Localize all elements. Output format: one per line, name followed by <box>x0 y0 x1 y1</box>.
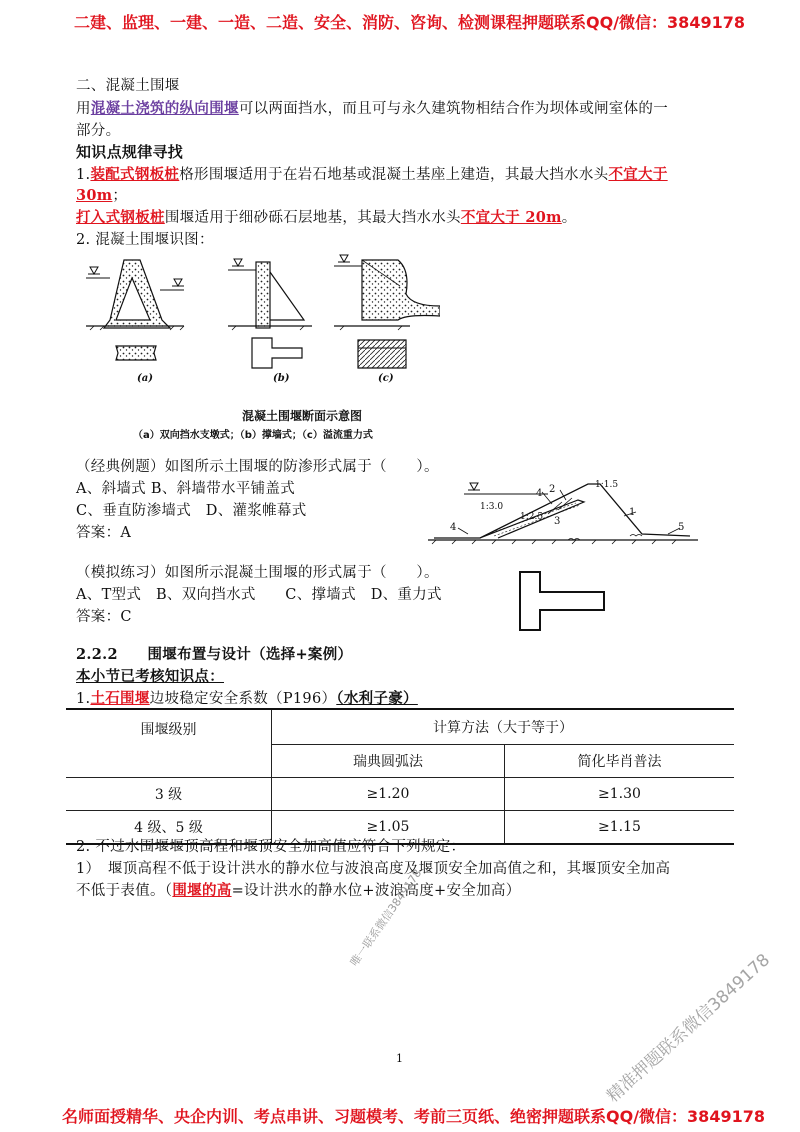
point-1b-end: 。 <box>561 210 577 226</box>
example-options-1: A、斜墙式 B、斜墙带水平铺盖式 <box>76 481 296 497</box>
header-level: 围堰级别 <box>66 709 272 778</box>
intro-line-2: 部分。 <box>76 123 121 139</box>
item-1-term: 土石围堰 <box>90 690 150 707</box>
label-b: (b) <box>273 373 290 384</box>
section2-title: 2.2.2 围堰布置与设计（选择+案例） <box>76 646 353 663</box>
intro-line-1 <box>76 97 668 118</box>
levee-number-4-top: 4 <box>536 488 543 499</box>
top-banner: 二建、监理、一建、一造、二造、安全、消防、咨询、检测课程押题联系QQ/微信：3849178 <box>74 13 745 32</box>
levee-number-4-left: 4 <box>450 522 457 533</box>
t-shape-figure <box>514 568 610 634</box>
point-1b-limit: 不宜大于 20m <box>460 209 562 226</box>
figure-subcaption: （a）双向挡水支墩式；（b）撑墙式；（c）溢流重力式 <box>133 430 373 441</box>
example-options-2: C、垂直防渗墙式 D、灌浆帷幕式 <box>76 503 307 519</box>
bottom-banner: 名师面授精华、央企内训、考点串讲、习题模考、考前三页纸、绝密押题联系QQ/微信：3849178 <box>62 1107 765 1126</box>
label-c: (c) <box>378 373 394 384</box>
page-number: 1 <box>396 1052 403 1065</box>
point-1-term: 装配式钢板桩 <box>90 166 180 183</box>
section-title: 二、混凝土围堰 <box>76 78 180 94</box>
practice-question: （模拟练习）如图所示混凝土围堰的形式属于（ ）。 <box>76 565 439 581</box>
item-2-2 <box>76 879 521 900</box>
header-bishop: 简化毕肖普法 <box>505 745 735 778</box>
cofferdam-sections-figure <box>80 250 440 390</box>
earth-cofferdam-figure <box>428 476 702 548</box>
levee-number-2: 2 <box>549 484 556 495</box>
point-1-limit: 不宜大于 <box>608 166 668 183</box>
row-bishop: ≥1.15 <box>505 811 735 845</box>
section-c-drawing <box>334 255 440 368</box>
point-1b-text: 围堰适用于细砂砾石层地基，其最大挡水水头 <box>164 210 461 226</box>
safety-factor-table <box>66 708 734 845</box>
row-swedish: ≥1.20 <box>272 778 505 811</box>
item-2: 2. 不过水围堰堰顶高程和堰顶安全加高值应符合下列规定： <box>76 839 466 855</box>
row-level: 3 级 <box>66 778 272 811</box>
item-1-text: 边坡稳定安全系数（P196） <box>149 691 337 707</box>
section-b-drawing <box>228 259 312 368</box>
point-1-num: 1. <box>76 167 91 183</box>
point-1-cont <box>76 184 127 205</box>
item-2-2-rest: =设计洪水的静水位+波浪高度+安全加高） <box>231 883 521 899</box>
rule-heading: 知识点规律寻找 <box>76 143 184 161</box>
figure-caption: 混凝土围堰断面示意图 <box>242 409 363 423</box>
intro-prefix: 用 <box>76 101 91 117</box>
point-1-limit-value: 30m <box>76 187 113 204</box>
watermark-corner: 精准押题联系微信3849178 <box>603 950 775 1107</box>
levee-slope-3: 1:1.5 <box>595 480 619 490</box>
section2-subtitle: 本小节已考核知识点： <box>76 668 224 685</box>
row-bishop: ≥1.30 <box>505 778 735 811</box>
point-1-end: ； <box>112 188 128 204</box>
label-a: (a) <box>137 373 153 384</box>
section2-item-1 <box>76 687 418 708</box>
practice-answer: 答案：C <box>76 609 132 625</box>
item-2-2-prefix: 不低于表值。（ <box>76 883 173 899</box>
intro-highlight: 混凝土浇筑的纵向围堰 <box>90 100 239 117</box>
point-1 <box>76 163 668 184</box>
point-1b <box>76 206 577 227</box>
watermark-center: 唯一联系微信3849178 <box>347 866 425 969</box>
section-a-drawing <box>86 260 184 360</box>
table-row <box>66 778 734 811</box>
intro-suffix: 可以两面挡水，而且可与永久建筑物相结合作为坝体或闸室体的一 <box>238 101 669 117</box>
item-1-tag: （水利子豪） <box>336 690 418 707</box>
header-method: 计算方法（大于等于） <box>272 709 735 745</box>
point-1b-term: 打入式钢板桩 <box>76 209 165 226</box>
header-swedish: 瑞典圆弧法 <box>272 745 505 778</box>
levee-number-5: 5 <box>678 522 685 533</box>
point-2: 2. 混凝土围堰识图： <box>76 232 214 248</box>
example-question: （经典例题）如图所示土围堰的防渗形式属于（ ）。 <box>76 459 439 475</box>
levee-number-1: 1 <box>629 507 636 518</box>
item-2-1: 1） 堰顶高程不低于设计洪水的静水位与波浪高度及堰顶安全加高值之和，其堰顶安全加高 <box>76 861 671 877</box>
levee-slope-1: 1:3.0 <box>480 502 504 512</box>
example-answer: 答案：A <box>76 525 132 541</box>
point-1-text: 格形围堰适用于在岩石地基或混凝土基座上建造，其最大挡水水头 <box>179 167 609 183</box>
row-swedish: ≥1.05 <box>272 811 505 845</box>
item-2-2-term: 围堰的高 <box>172 882 232 899</box>
levee-slope-2: 1:2.5 <box>520 512 544 522</box>
item-1-num: 1. <box>76 691 91 707</box>
levee-number-3: 3 <box>554 516 561 527</box>
practice-options: A、T型式 B、双向挡水式 C、撑墙式 D、重力式 <box>76 587 442 603</box>
row-level: 4 级、5 级 <box>66 811 272 845</box>
